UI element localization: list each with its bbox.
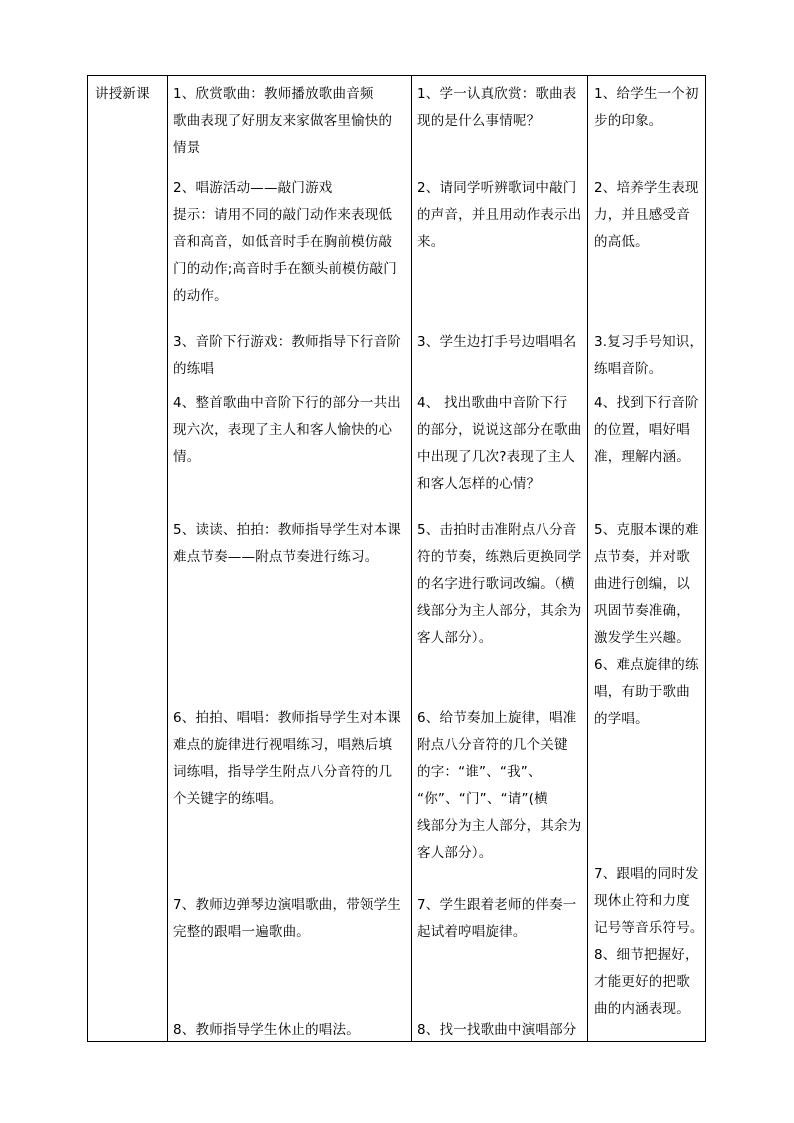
- intent-step-line: 力，并且感受音: [594, 207, 690, 223]
- teacher-step-line: 7、教师边弹琴边演唱歌曲，带领学生: [173, 897, 401, 913]
- teacher-step-line: 2、唱游活动——敲门游戏: [173, 180, 333, 196]
- intent-step-line: 的高低。: [594, 234, 649, 250]
- teacher-step-line: 提示：请用不同的敲门动作来表现低: [173, 207, 393, 223]
- student-step-line: 5、击拍时击准附点八分音: [417, 522, 577, 538]
- intent-step-line: 4、找到下行音阶: [594, 395, 699, 411]
- teacher-step-line: 3、音阶下行游戏：教师指导下行音阶: [173, 334, 401, 350]
- student-step-line: 2、请同学听辨歌词中敲门: [417, 180, 577, 196]
- student-step-line: 的字：“谁”、“我”、: [417, 764, 542, 780]
- student-step-line: 3、学生边打手号边唱唱名: [417, 334, 577, 350]
- intent-step-line: 2、培养学生表现: [594, 180, 699, 196]
- teacher-step-line: 个关键字的练唱。: [173, 791, 283, 807]
- student-step-line: 7、学生跟着老师的伴奏一: [417, 897, 577, 913]
- student-step-line: 客人部分）。: [417, 630, 493, 646]
- intent-step-line: 准，理解内涵。: [594, 449, 690, 465]
- student-step-line: 来。: [417, 234, 445, 250]
- student-step-line: 客人部分）。: [417, 845, 493, 861]
- student-step-line: 附点八分音符的几个关键: [417, 737, 568, 753]
- student-step-line: 线部分为主人部分，其余为: [417, 818, 582, 834]
- teacher-step-line: 音和高音，如低音时手在胸前模仿敲: [173, 234, 393, 250]
- student-step-line: 的部分，说说这部分在歌曲: [417, 422, 582, 438]
- intent-step-line: 步的印象。: [594, 113, 663, 129]
- intent-step-line: 8、细节把握好，: [594, 947, 699, 963]
- teacher-step-line: 6、拍拍、唱唱：教师指导学生对本课: [173, 710, 401, 726]
- teacher-step-line: 完整的跟唱一遍歌曲。: [173, 924, 310, 940]
- teacher-step-line: 难点的旋律进行视唱练习，唱熟后填: [173, 737, 393, 753]
- teacher-step-line: 的练唱: [173, 361, 215, 377]
- intent-step-line: 现休止符和力度: [594, 893, 690, 909]
- student-step-line: 符的节奏，练熟后更换同学: [417, 549, 582, 565]
- intent-step-line: 5、克服本课的难: [594, 522, 699, 538]
- intent-step-line: 1、给学生一个初: [594, 86, 699, 102]
- teacher-step-line: 情景: [173, 140, 201, 156]
- teacher-step-line: 5、读读、拍拍：教师指导学生对本课: [173, 522, 401, 538]
- teacher-step-line: 4、整首歌曲中音阶下行的部分一共出: [173, 395, 401, 411]
- stage-label: 讲授新课: [95, 86, 150, 102]
- student-step-line: 4、 找出歌曲中音阶下行: [417, 395, 568, 411]
- student-step-line: 的名字进行歌词改编。（横: [417, 576, 575, 592]
- teacher-step-line: 8、教师指导学生休止的唱法。: [173, 1022, 360, 1038]
- student-step-line: 8、找一找歌曲中演唱部分: [417, 1022, 577, 1038]
- stage-cell: [88, 76, 167, 1041]
- intent-step-line: 3.复习手号知识，: [594, 334, 704, 350]
- student-step-line: 现的是什么事情呢？: [417, 113, 541, 129]
- intent-step-line: 7、跟唱的同时发: [594, 866, 699, 882]
- student-step-line: 中出现了几次?表现了主人: [417, 449, 576, 465]
- teacher-step-line: 的动作。: [173, 288, 228, 304]
- intent-step-line: 才能更好的把歌: [594, 974, 690, 990]
- intent-step-line: 曲的内涵表现。: [594, 1001, 690, 1017]
- intent-step-line: 激发学生兴趣。: [594, 630, 690, 646]
- intent-step-line: 点节奏，并对歌: [594, 549, 690, 565]
- intent-step-line: 巩固节奏准确，: [594, 603, 690, 619]
- student-step-line: 线部分为主人部分，其余为: [417, 603, 582, 619]
- teacher-step-line: 歌曲表现了好朋友来家做客里愉快的: [173, 113, 393, 129]
- intent-step-line: 唱，有助于歌曲: [594, 684, 690, 700]
- intent-step-line: 6、难点旋律的练: [594, 657, 699, 673]
- student-step-line: 的声音，并且用动作表示出: [417, 207, 582, 223]
- design-intent-cell: [588, 76, 706, 1041]
- student-step-line: 6、给节奏加上旋律，唱准: [417, 710, 577, 726]
- intent-step-line: 曲进行创编，以: [594, 576, 690, 592]
- intent-step-line: 的位置，唱好唱: [594, 422, 690, 438]
- teacher-step-line: 1、欣赏歌曲：教师播放歌曲音频: [173, 86, 374, 102]
- teacher-step-line: 难点节奏——附点节奏进行练习。: [173, 549, 379, 565]
- student-step-line: 和客人怎样的心情？: [417, 476, 541, 492]
- student-activity-cell: [412, 76, 587, 1041]
- lesson-table: [87, 75, 706, 1042]
- student-step-line: “你”、“门”、“请”(横: [417, 791, 548, 807]
- intent-step-line: 练唱音阶。: [594, 361, 663, 377]
- student-step-line: 1、学一认真欣赏：歌曲表: [417, 86, 577, 102]
- intent-step-line: 的学唱。: [594, 711, 649, 727]
- intent-step-line: 记号等音乐符号。: [594, 920, 704, 936]
- student-step-line: 起试着哼唱旋律。: [417, 924, 527, 940]
- teacher-activity-cell: [168, 76, 411, 1041]
- teacher-step-line: 现六次，表现了主人和客人愉快的心: [173, 422, 393, 438]
- teacher-step-line: 情。: [173, 449, 201, 465]
- teacher-step-line: 门的动作;高音时手在额头前模仿敲门: [173, 261, 397, 277]
- teacher-step-line: 词练唱，指导学生附点八分音符的几: [173, 764, 393, 780]
